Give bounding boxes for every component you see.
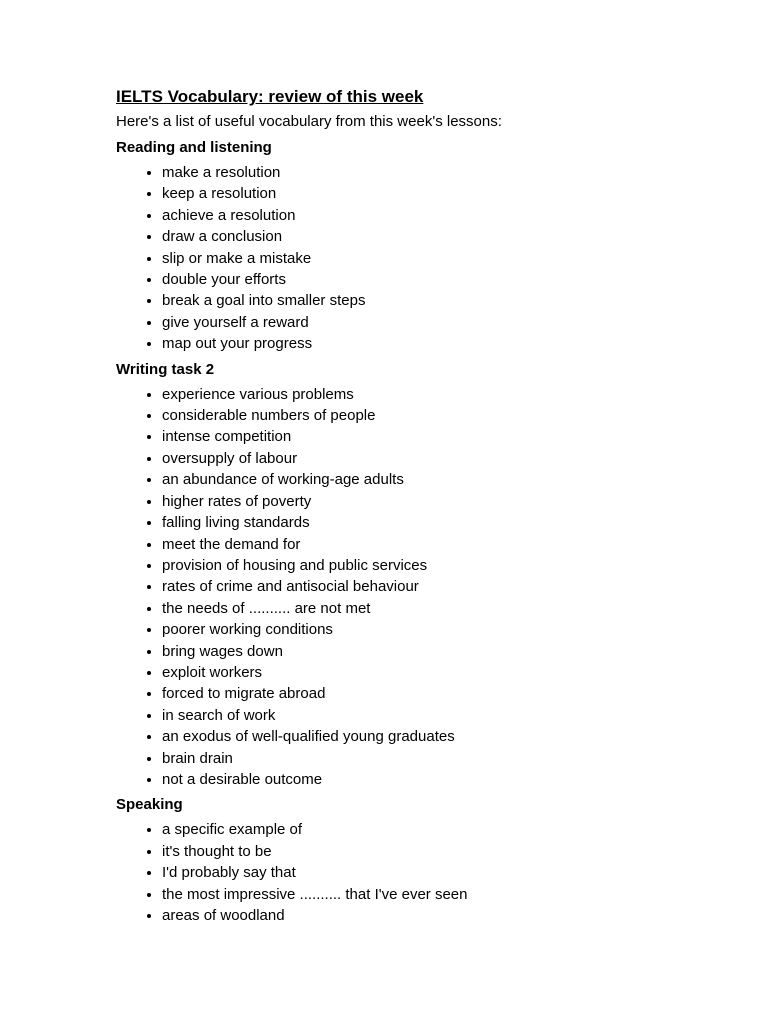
list-item: poorer working conditions: [146, 619, 716, 640]
list-item: give yourself a reward: [146, 312, 716, 333]
list-item: meet the demand for: [146, 534, 716, 555]
list-item: map out your progress: [146, 333, 716, 354]
list-item: bring wages down: [146, 641, 716, 662]
vocabulary-list: [116, 162, 716, 355]
list-item: draw a conclusion: [146, 226, 716, 247]
list-item: I'd probably say that: [146, 862, 716, 883]
list-item: higher rates of poverty: [146, 491, 716, 512]
list-item: provision of housing and public services: [146, 555, 716, 576]
list-item: brain drain: [146, 748, 716, 769]
list-item: falling living standards: [146, 512, 716, 533]
list-item: experience various problems: [146, 384, 716, 405]
list-item: achieve a resolution: [146, 205, 716, 226]
document-body: [116, 85, 716, 930]
vocabulary-list: [116, 819, 716, 926]
page-title: IELTS Vocabulary: review of this week: [116, 87, 424, 106]
list-item: make a resolution: [146, 162, 716, 183]
list-item: the most impressive .......... that I've ever seen: [146, 884, 716, 905]
list-item: double your efforts: [146, 269, 716, 290]
list-item: slip or make a mistake: [146, 248, 716, 269]
list-item: oversupply of labour: [146, 448, 716, 469]
section-heading: Reading and listening: [116, 139, 272, 156]
list-item: the needs of .......... are not met: [146, 598, 716, 619]
list-item: keep a resolution: [146, 183, 716, 204]
list-item: considerable numbers of people: [146, 405, 716, 426]
list-item: a specific example of: [146, 819, 716, 840]
list-item: areas of woodland: [146, 905, 716, 926]
list-item: break a goal into smaller steps: [146, 290, 716, 311]
list-item: exploit workers: [146, 662, 716, 683]
sections-container: [116, 137, 716, 926]
section-heading: Writing task 2: [116, 360, 215, 378]
list-item: rates of crime and antisocial behaviour: [146, 576, 716, 597]
list-item: intense competition: [146, 426, 716, 447]
list-item: an exodus of well-qualified young graduates: [146, 726, 716, 747]
list-item: an abundance of working-age adults: [146, 469, 716, 490]
intro-text: Here's a list of useful vocabulary from this week's lessons:: [116, 113, 502, 130]
list-item: it's thought to be: [146, 841, 716, 862]
list-item: forced to migrate abroad: [146, 683, 716, 704]
list-item: in search of work: [146, 705, 716, 726]
vocabulary-list: [116, 384, 716, 791]
section-heading: Speaking: [116, 796, 183, 814]
list-item: not a desirable outcome: [146, 769, 716, 790]
